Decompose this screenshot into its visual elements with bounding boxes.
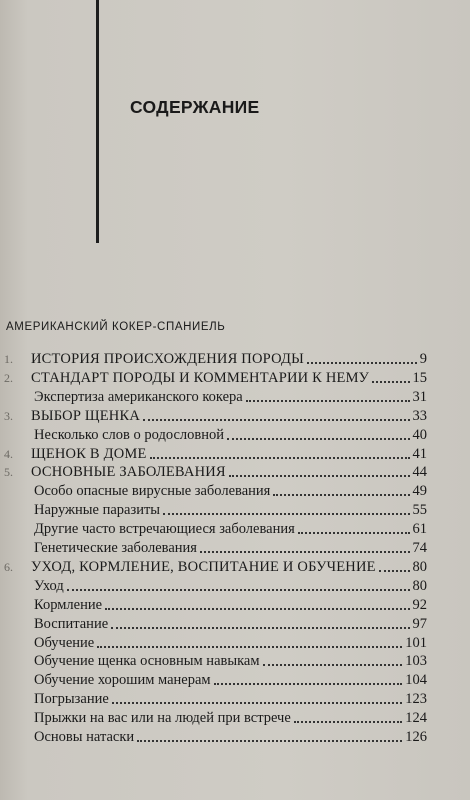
dot-leader — [137, 740, 402, 742]
toc-entry — [4, 445, 427, 463]
toc-entry — [4, 407, 427, 425]
dot-leader — [294, 721, 402, 723]
toc-entry-page-number: 9 — [419, 351, 427, 367]
toc-entry-page-number: 74 — [412, 540, 427, 556]
toc-entry-label: Прыжки на вас или на людей при встрече — [34, 710, 291, 727]
dot-leader — [298, 532, 410, 534]
toc-entry-label: Наружные паразиты — [34, 502, 161, 519]
toc-entry-label: Особо опасные вирусные заболевания — [34, 483, 271, 500]
toc-entry-label: Другие часто встречающиеся заболевания — [34, 521, 295, 538]
dot-leader — [229, 475, 410, 477]
toc-entry-label: Обучение хорошим манерам — [34, 672, 211, 689]
dot-leader — [246, 400, 410, 402]
toc-entry-page-number: 101 — [405, 634, 427, 651]
toc-entry-page-number: 126 — [405, 729, 427, 745]
toc-entry-page-number: 104 — [405, 672, 427, 689]
vertical-rule — [96, 0, 99, 243]
dot-leader — [227, 438, 410, 440]
toc-entry-page-number: 49 — [412, 483, 427, 500]
toc-entry — [34, 501, 427, 519]
toc-entry-label: УХОД, КОРМЛЕНИЕ, ВОСПИТАНИЕ И ОБУЧЕНИЕ — [31, 558, 376, 575]
toc-entry-page-number: 103 — [405, 653, 427, 670]
toc-entry-label: Экспертиза американского кокера — [34, 388, 243, 405]
toc-entry-label: ОСНОВНЫЕ ЗАБОЛЕВАНИЯ — [31, 464, 226, 481]
toc-entry-page-number: 33 — [412, 407, 427, 424]
toc-entry-label: ИСТОРИЯ ПРОИСХОЖДЕНИЯ ПОРОДЫ — [31, 351, 304, 367]
dot-leader — [143, 419, 409, 421]
dot-leader — [307, 362, 417, 364]
toc-entry-page-number: 61 — [412, 521, 427, 538]
section-title: АМЕРИКАНСКИЙ КОКЕР-СПАНИЕЛЬ — [6, 321, 226, 333]
toc-entry-label: Погрызание — [34, 691, 109, 708]
toc-entry — [34, 634, 427, 652]
dot-leader — [112, 702, 402, 704]
dot-leader — [163, 513, 409, 515]
toc-entry-number: 2. — [4, 370, 13, 385]
dot-leader — [150, 457, 410, 459]
dot-leader — [214, 683, 403, 685]
toc-entry — [4, 558, 427, 576]
toc-entry — [4, 369, 427, 387]
toc-entry — [34, 671, 427, 689]
dot-leader — [379, 570, 410, 572]
toc-entry-label: Воспитание — [34, 615, 109, 632]
toc-entry-label: Несколько слов о родословной — [34, 426, 224, 443]
toc-entry-label: Обучение — [34, 634, 95, 651]
toc-entry — [34, 596, 427, 614]
toc-entry-number: 5. — [4, 465, 13, 480]
toc-entry-page-number: 80 — [412, 558, 427, 575]
toc-entry-page-number: 40 — [412, 426, 427, 443]
toc-entry — [34, 388, 427, 406]
dot-leader — [273, 494, 409, 496]
toc-entry-label: Основы натаски — [34, 729, 135, 745]
toc-entry — [34, 690, 427, 708]
toc-entry-label: Обучение щенка основным навыкам — [34, 653, 260, 670]
toc-entry — [4, 463, 427, 481]
toc-entry-number: 1. — [4, 352, 13, 366]
toc-entry-page-number: 55 — [412, 502, 427, 519]
dot-leader — [200, 551, 410, 553]
toc-entry-page-number: 124 — [405, 710, 427, 727]
toc-entry — [34, 709, 427, 727]
dot-leader — [111, 627, 409, 629]
toc-entry-page-number: 31 — [412, 388, 427, 405]
toc-entry-page-number: 44 — [412, 464, 427, 481]
toc-entry-page-number: 80 — [412, 577, 427, 594]
toc-entry-label: Генетические заболевания — [34, 540, 197, 556]
toc-entry-label: СТАНДАРТ ПОРОДЫ И КОММЕНТАРИИ К НЕМУ — [31, 369, 370, 386]
dot-leader — [97, 646, 402, 648]
toc-entry — [34, 577, 427, 595]
toc-entry — [34, 482, 427, 500]
toc-entry — [34, 652, 427, 670]
toc-entry — [4, 350, 427, 368]
toc-entry — [34, 426, 427, 444]
toc-entry-label: Кормление — [34, 596, 103, 613]
dot-leader — [105, 608, 409, 610]
toc-entry-page-number: 41 — [412, 445, 427, 462]
toc-entry-page-number: 123 — [405, 691, 427, 708]
page-title: СОДЕРЖАНИЕ — [130, 97, 260, 117]
toc-entry-page-number: 97 — [412, 615, 427, 632]
toc-entry — [34, 728, 427, 746]
toc-entry-label: ЩЕНОК В ДОМЕ — [31, 445, 147, 462]
toc-entry-number: 6. — [4, 559, 13, 574]
toc-entry — [34, 520, 427, 538]
toc-entry-page-number: 92 — [412, 596, 427, 613]
dot-leader — [67, 589, 410, 591]
dot-leader — [372, 381, 409, 383]
toc-entry-number: 3. — [4, 408, 13, 423]
toc-entry-label: Уход — [34, 577, 64, 594]
dot-leader — [263, 664, 403, 666]
toc-entry-number: 4. — [4, 446, 13, 461]
toc-entry — [34, 615, 427, 633]
toc-entry-label: ВЫБОР ЩЕНКА — [31, 407, 141, 424]
toc-entry-page-number: 15 — [412, 369, 427, 386]
toc-entry — [34, 539, 427, 557]
